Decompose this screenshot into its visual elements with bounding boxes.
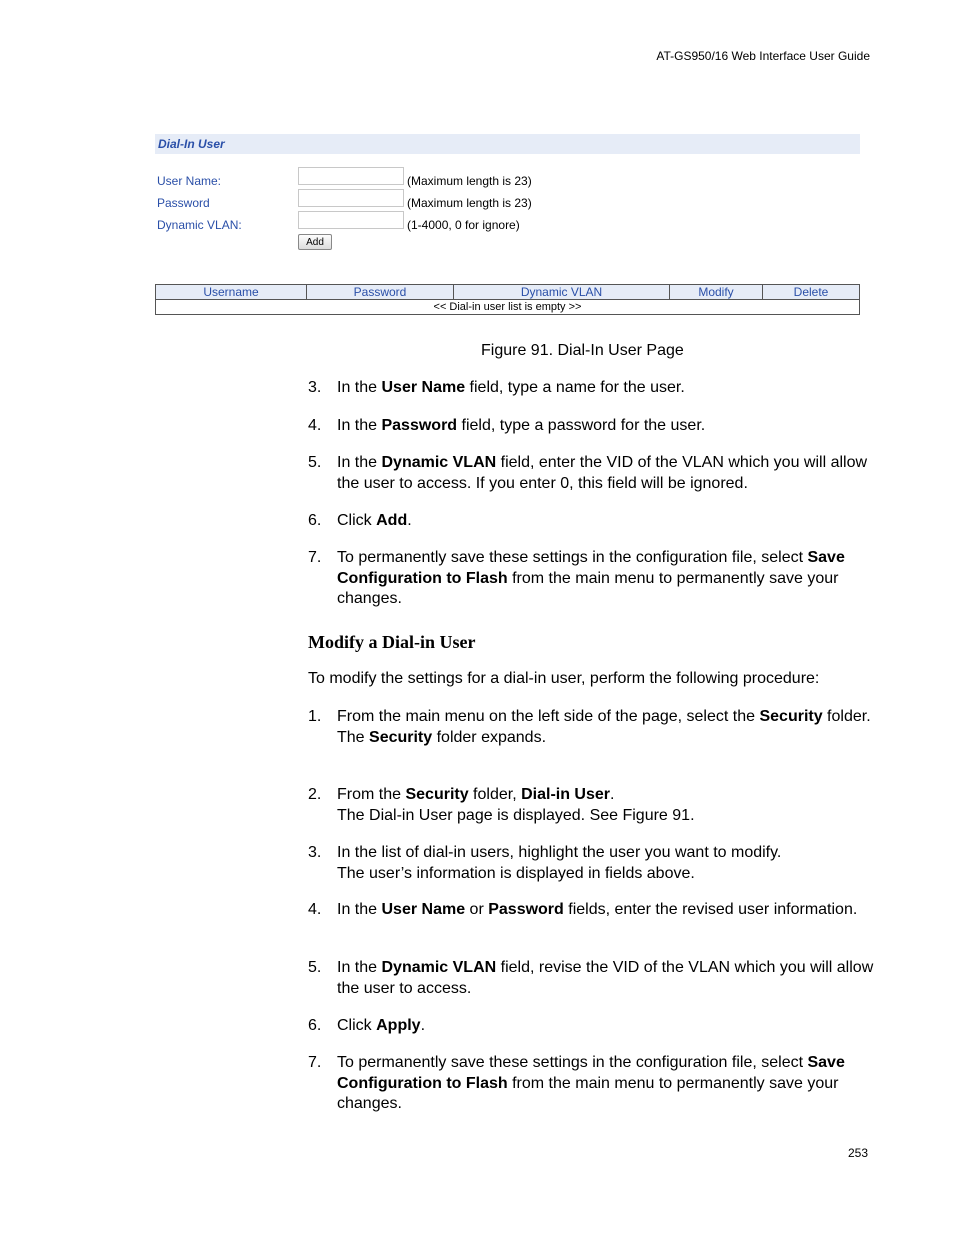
running-header: AT-GS950/16 Web Interface User Guide [656, 49, 870, 63]
password-row [155, 189, 860, 211]
step-text: . [420, 1017, 426, 1034]
step-body [337, 453, 877, 494]
step-text: field, revise the VID of the VLAN which you will allow the user to access. [337, 959, 874, 997]
step-number: 7. [308, 549, 322, 566]
step-number: 6. [308, 512, 322, 529]
step-text: In the [337, 417, 382, 434]
emphasis-text: Save Configuration to Flash [337, 1054, 845, 1092]
figure-caption: Figure 91. Dial-In User Page [481, 342, 684, 359]
step-body [337, 785, 877, 826]
step-result [337, 806, 877, 827]
step-body [337, 900, 877, 921]
step-number: 6. [308, 1017, 322, 1034]
step-text: folder. [822, 708, 871, 725]
step-number: 7. [308, 1054, 322, 1071]
step-body [337, 843, 877, 884]
step-body [337, 1053, 877, 1115]
step-text: folder, [468, 786, 522, 803]
step-text: In the [337, 901, 382, 918]
step-body [337, 707, 877, 748]
emphasis-text: Save Configuration to Flash [337, 549, 845, 587]
step-text: To permanently save these settings in the configuration file, select [337, 549, 808, 566]
panel-title: Dial-In User [155, 134, 860, 154]
emphasis-text: Security [405, 786, 469, 803]
step-text: From the main menu on the left side of the page, select the [337, 708, 760, 725]
step-number: 2. [308, 786, 322, 803]
table-header-row [156, 285, 860, 300]
dynamic-vlan-hint: (1-4000, 0 for ignore) [407, 218, 520, 232]
emphasis-text: Dynamic VLAN [381, 959, 497, 976]
emphasis-text: Security [759, 708, 823, 725]
emphasis-text: Apply [376, 1017, 421, 1034]
column-username[interactable]: Username [156, 285, 307, 300]
emphasis-text: Security [369, 728, 433, 746]
step-text: In the list of dial-in users, highlight the user you want to modify. [337, 844, 782, 861]
step-number: 1. [308, 708, 322, 725]
step-body [337, 511, 877, 532]
step-text: field, type a name for the user. [465, 379, 685, 396]
step-text: . [610, 786, 615, 803]
dial-in-user-figure [155, 134, 860, 248]
step-body [337, 1016, 877, 1037]
step-text: from the main menu to permanently save your changes. [337, 569, 839, 607]
emphasis-text: Password [381, 417, 458, 434]
username-label: User Name: [157, 174, 222, 188]
username-input[interactable] [298, 167, 404, 185]
step-text: In the [337, 379, 382, 396]
column-password[interactable]: Password [307, 285, 454, 300]
table-row [156, 300, 860, 315]
step-body [337, 416, 877, 437]
step-number: 5. [308, 454, 322, 471]
step-text: From the [337, 786, 406, 803]
step-text: Click [337, 512, 377, 529]
emphasis-text: Add [376, 512, 408, 529]
column-modify[interactable]: Modify [670, 285, 763, 300]
dynamic-vlan-row [155, 211, 860, 233]
column-dynamic-vlan[interactable]: Dynamic VLAN [454, 285, 670, 300]
page-number: 253 [847, 1146, 868, 1160]
emphasis-text: Dial-in User [521, 786, 611, 803]
dynamic-vlan-input[interactable] [298, 211, 404, 229]
section-title: Modify a Dial-in User [308, 632, 476, 652]
step-number: 5. [308, 959, 322, 976]
dial-in-user-table [155, 284, 860, 315]
step-number: 4. [308, 417, 322, 434]
step-text: field, enter the VID of the VLAN which you will allow the user to access. If you enter 0, this field will be ignored. [337, 454, 868, 492]
step-text: . [407, 512, 412, 529]
step-text: In the [337, 959, 382, 976]
step-number: 4. [308, 901, 322, 918]
step-body [337, 378, 877, 399]
username-hint: (Maximum length is 23) [407, 174, 532, 188]
username-row [155, 167, 860, 189]
step-text: The [337, 728, 370, 746]
step-text: or [465, 901, 489, 918]
step-text: Click [337, 1017, 377, 1034]
password-input[interactable] [298, 189, 404, 207]
step-text: In the [337, 454, 382, 471]
emphasis-text: Password [488, 901, 564, 918]
emphasis-text: User Name [381, 379, 466, 396]
step-result [337, 864, 877, 885]
password-label: Password [157, 196, 210, 210]
section-intro: To modify the settings for a dial-in user, perform the following procedure: [308, 670, 820, 687]
step-text: The Dial-in User page is displayed. See Figure 91. [337, 806, 695, 824]
step-body [337, 958, 877, 999]
password-hint: (Maximum length is 23) [407, 196, 532, 210]
step-body [337, 548, 877, 610]
column-delete[interactable]: Delete [763, 285, 860, 300]
dynamic-vlan-label: Dynamic VLAN: [157, 218, 242, 232]
step-text: The user’s information is displayed in fields above. [337, 864, 695, 882]
emphasis-text: Dynamic VLAN [381, 454, 497, 471]
step-text: fields, enter the revised user information. [563, 901, 858, 918]
step-text: folder expands. [432, 728, 547, 746]
step-result [337, 728, 877, 749]
emphasis-text: User Name [381, 901, 466, 918]
step-text: To permanently save these settings in the configuration file, select [337, 1054, 808, 1071]
step-text: from the main menu to permanently save your changes. [337, 1074, 839, 1112]
step-number: 3. [308, 379, 322, 396]
step-text: field, type a password for the user. [457, 417, 706, 434]
step-number: 3. [308, 844, 322, 861]
add-button[interactable]: Add [298, 234, 332, 250]
empty-list-message: << Dial-in user list is empty >> [156, 300, 860, 315]
